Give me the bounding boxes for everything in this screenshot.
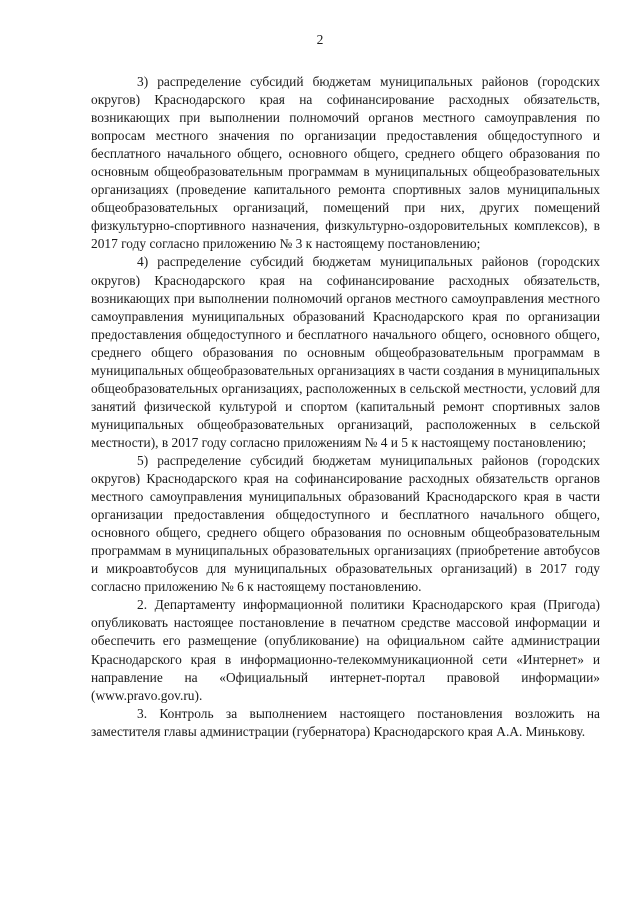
document-body <box>91 73 600 741</box>
page-number: 2 <box>316 32 324 47</box>
paragraph-clause-2: 2. Департаменту информационной политики Краснодарского края (Пригода) опубликовать настоящее постановление в печатном средстве массовой информации и обеспечить его размещение (опубликование) на официальном сайте администрации Краснодарского края в информационно-телекоммуникационной сети «Интернет» и направление на «Официальный интернет-портал правовой информации» (www.pravo.gov.ru). <box>91 597 600 703</box>
paragraph-clause-3: 3. Контроль за выполнением настоящего постановления возложить на заместителя главы администрации (губернатора) Краснодарского края А.А. Минькову. <box>91 705 600 739</box>
paragraph-item-4: 4) распределение субсидий бюджетам муниципальных районов (городских округов) Краснодарского края на софинансирование расходных обязательств, возникающих при выполнении полномочий органов местного самоуправления местного самоуправления муниципальных образований Краснодарского края по организации предоставления общедоступного и бесплатного начального общего, основного общего, среднего общего образования по основным общеобразовательным программам в муниципальных общеобразовательных организациях в части создания в муниципальных общеобразовательных организациях, расположенных в сельской местности, условий для занятий физической культурой и спортом (капитальный ремонт спортивных залов муниципальных общеобразовательных организаций, расположенных в сельской местности), в 2017 году согласно приложениям № 4 и 5 к настоящему постановлению; <box>91 254 600 450</box>
paragraph-item-3: 3) распределение субсидий бюджетам муниципальных районов (городских округов) Краснодарского края на софинансирование расходных обязательств, возникающих при выполнении полномочий органов местного самоуправления по вопросам местного значения по организации предоставления общедоступного и бесплатного начального общего, основного общего, среднего общего образования по основным общеобразовательным программам в муниципальных общеобразовательных организациях (проведение капитального ремонта спортивных залов муниципальных общеобразовательных организаций, помещений при них, других помещений физкультурно-спортивного назначения, физкультурно-оздоровительных комплексов), в 2017 году согласно приложению № 3 к настоящему постановлению; <box>91 74 600 252</box>
paragraph-item-5: 5) распределение субсидий бюджетам муниципальных районов (городских округов) Краснодарского края на софинансирование расходных обязательств органов местного самоуправления муниципальных образований Краснодарского края в части организации предоставления общедоступного и бесплатного начального общего, основного общего, среднего общего образования по основным общеобразовательным программам в муниципальных образовательных организациях (приобретение автобусов и микроавтобусов для муниципальных образовательных организаций) в 2017 году согласно приложению № 6 к настоящему постановлению. <box>91 452 600 595</box>
